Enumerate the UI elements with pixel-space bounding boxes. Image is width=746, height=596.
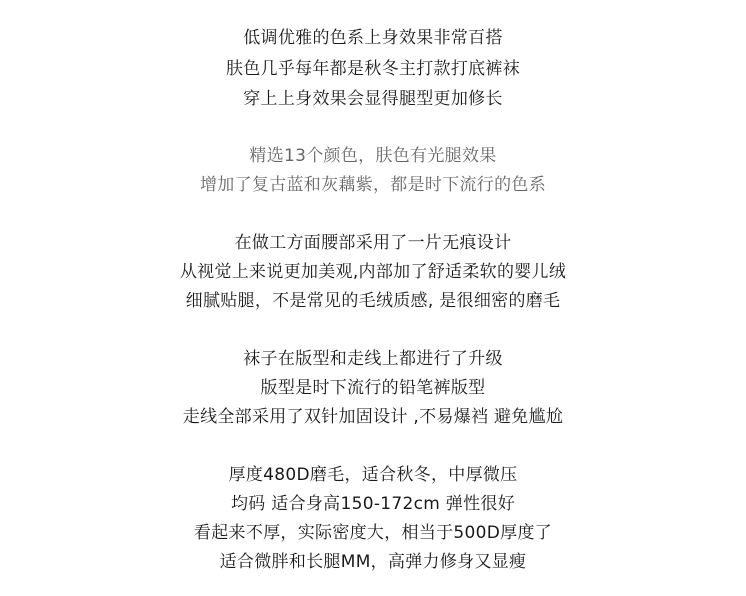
paragraph-3-line-2: 从视觉上来说更加美观,内部加了舒适柔软的婴儿绒 — [179, 262, 567, 282]
paragraph-5-line-2: 均码 适合身高150-172cm 弹性很好 — [230, 494, 516, 514]
paragraph-2-line-2: 增加了复古蓝和灰藕紫，都是时下流行的色系 — [200, 175, 546, 195]
paragraph-2-line-1: 精选13个颜色，肤色有光腿效果 — [249, 146, 497, 166]
paragraph-1-line-1: 低调优雅的色系上身效果非常百搭 — [243, 28, 503, 48]
paragraph-1-line-2: 肤色几乎每年都是秋冬主打款打底裤袜 — [225, 59, 521, 79]
paragraph-5-line-3: 看起来不厚，实际密度大，相当于500D厚度了 — [193, 523, 553, 543]
paragraph-4-line-1: 袜子在版型和走线上都进行了升级 — [243, 349, 503, 369]
paragraph-3-line-3: 细腻贴腿，不是常见的毛绒质感, 是很细密的磨毛 — [185, 291, 561, 311]
paragraph-5-line-4: 适合微胖和长腿MM，高弹力修身又显瘦 — [219, 552, 527, 572]
paragraph-4-line-3: 走线全部采用了双针加固设计 ,不易爆裆 避免尴尬 — [182, 407, 564, 427]
paragraph-5-line-1: 厚度480D磨毛，适合秋冬，中厚微压 — [228, 465, 518, 485]
paragraph-3-line-1: 在做工方面腰部采用了一片无痕设计 — [234, 233, 512, 253]
paragraph-4-line-2: 版型是时下流行的铅笔裤版型 — [260, 378, 486, 398]
paragraph-1-line-3: 穿上上身效果会显得腿型更加修长 — [243, 89, 503, 109]
